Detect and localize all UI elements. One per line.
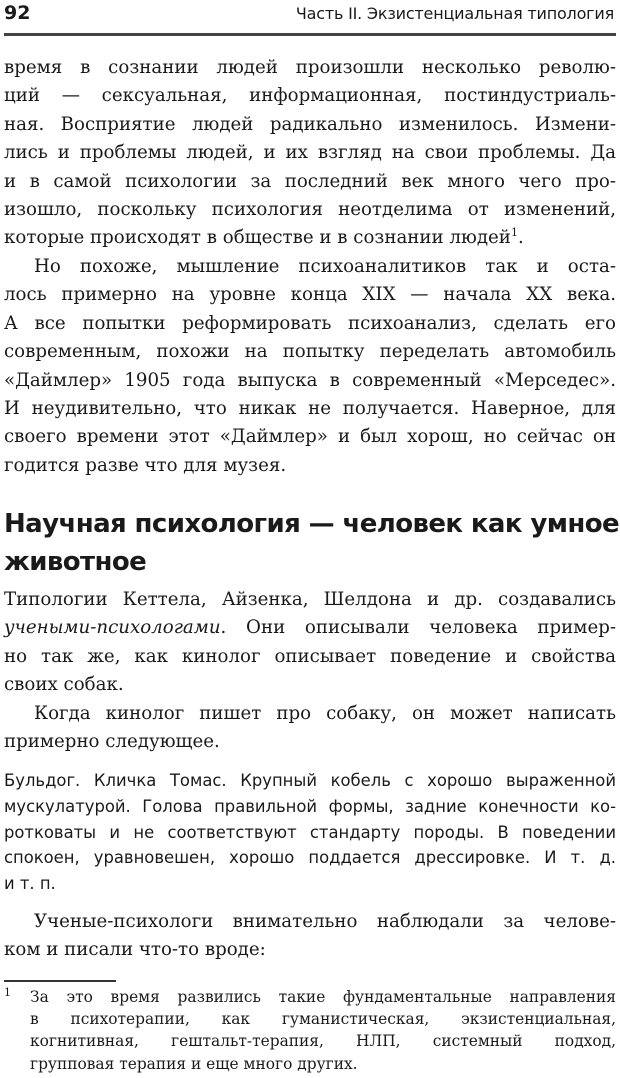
footnote-line-text: За это время развились такие фундаментальные направления [30,988,616,1006]
paragraph-line: Но похоже, мышление психоаналитиков так и оста- [34,256,616,277]
paragraph-4 [4,700,616,757]
paragraph-line [4,614,616,642]
heading-line: животное [4,547,147,577]
italic-term: учеными-психологами [4,617,221,639]
footnote-line [4,986,616,1008]
footnote-line: групповая терапия и еще много других. [30,1054,358,1073]
paragraph-line: своих собак. [4,674,124,696]
section-heading [4,505,620,581]
paragraph-line: ком и писали что-то вроде: [4,939,266,961]
paragraph-line: И неудивительно, что никак не получается. Наверное, для [4,398,616,420]
footnote-number: 1 [4,985,11,999]
quote-line: Бульдог. Кличка Томас. Крупный кобель с хорошо выраженной [4,771,616,790]
paragraph-3 [4,586,616,700]
paragraph-line: годится разве что для музея. [4,454,287,476]
quote-line: ротковаты и не соответствуют стандарту породы. В поведении [4,822,616,842]
footnote-reference[interactable]: 1 [510,226,518,240]
footnote-mark [4,986,30,1008]
paragraph-1 [4,54,616,253]
paragraph-line: лись и проблемы людей, и их взгляд на свои проблемы. Да [4,142,616,164]
running-title: Часть II. Экзистенциальная типология [295,4,614,23]
footnote-line: в психотерапии, как гуманистическая, экзистенциальная, [30,1010,616,1029]
paragraph-line: современным, похожи на попытку переделать автомобиль [4,341,616,363]
paragraph-line: А все попытки реформировать психоанализ, сделать его [4,312,616,334]
page-header [4,0,616,30]
footnote [4,986,616,1075]
paragraph-line: изошло, поскольку психология неотделима от изменений, [4,199,616,221]
paragraph-2 [4,253,616,480]
footnote-line: когнитивная, гештальт-терапия, НЛП, системный подход, [30,1032,616,1051]
header-rule [4,33,616,36]
paragraph-line: своего времени этот «Даймлер» и был хорош, но сейчас он [4,426,616,448]
paragraph-line: и в самой психологии за последний век много чего про- [4,170,616,192]
paragraph-line: Когда кинолог пишет про собаку, он может написать [34,703,616,724]
quote-line: спокоен, уравновешен, хорошо поддается дрессировке. И т. д. [4,848,616,868]
paragraph-line: время в сознании людей произошли несколько револю- [4,57,616,78]
paragraph-line: Ученые-психологи внимательно наблюдали за челове- [34,911,616,932]
paragraph-line: «Даймлер» 1905 года выпуска в современный «Мерседес». [4,369,616,391]
quote-block [4,768,616,897]
paragraph-line-text: которые происходят в обществе и в сознании людей [4,227,511,249]
paragraph-line-text: . Они описывали человека пример- [220,617,616,639]
paragraph-line: ций — сексуальная, информационная, постиндустриаль- [4,85,616,107]
heading-line: Научная психология — человек как умное [4,509,620,539]
page-number: 92 [4,2,31,24]
paragraph-line: Типологии Кеттела, Айзенка, Шелдона и др. создавались [4,589,616,610]
quote-line: и т. п. [4,874,56,894]
paragraph-line: примерно следующее. [4,731,220,753]
paragraph-line: но так же, как кинолог описывает поведение и свойства [4,645,616,667]
paragraph-5 [4,908,616,965]
paragraph-line: лось примерно на уровне конца XIX — начала XX века. [4,284,616,306]
quote-line: мускулатурой. Голова правильной формы, задние конечности ко- [4,796,616,816]
paragraph-line: ная. Восприятие людей радикально изменилось. Измени- [4,113,616,135]
footnote-rule [4,980,116,982]
paragraph-line: которые происходят в обществе и в сознании людей$^1$. [4,226,524,249]
